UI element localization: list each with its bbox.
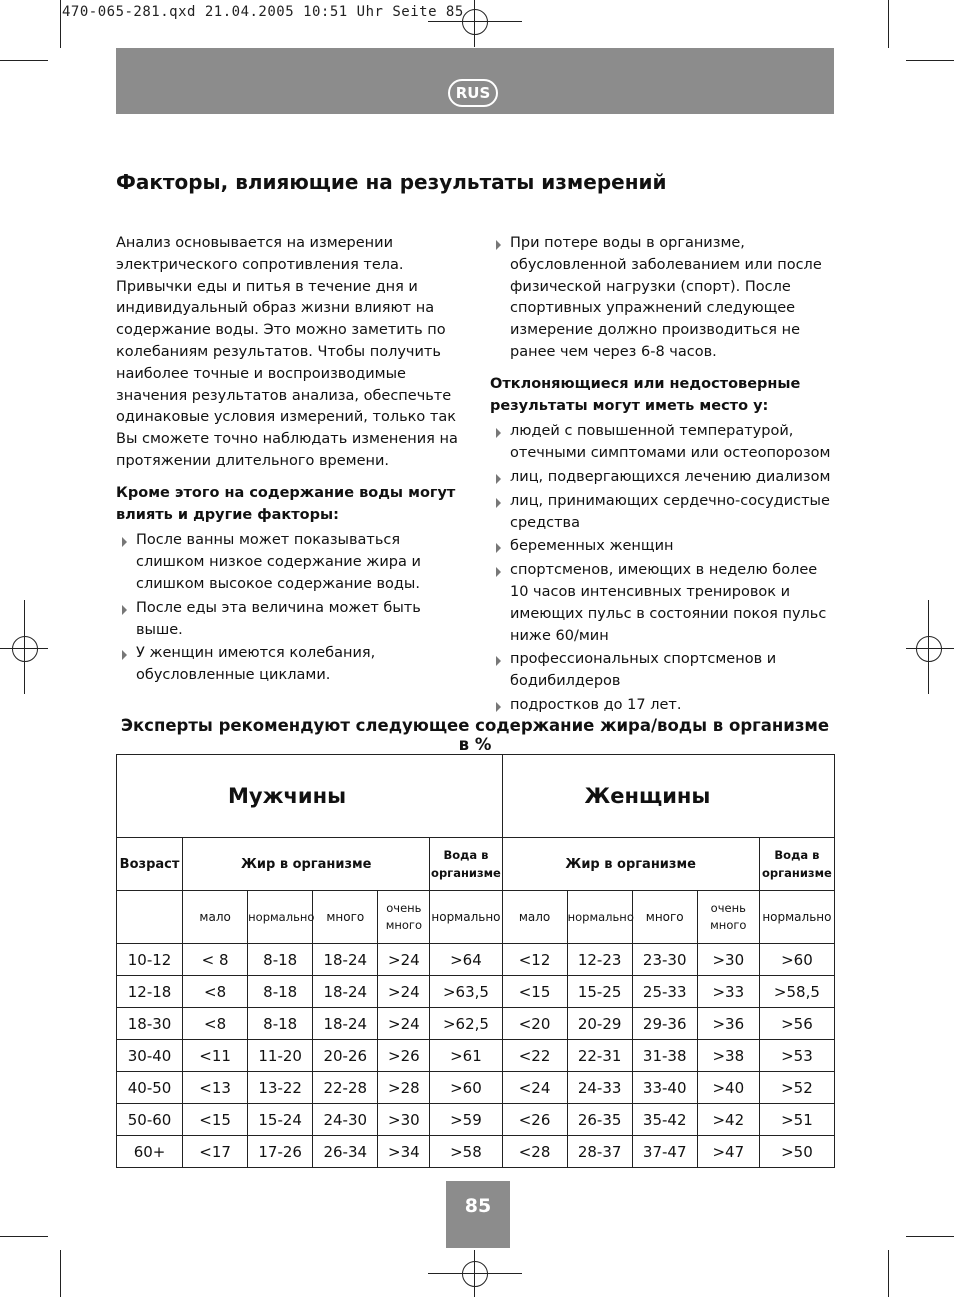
level-very-high: очень много	[697, 891, 759, 944]
gender-header-row	[117, 755, 835, 838]
value-cell: <22	[502, 1040, 567, 1072]
value-cell: >24	[378, 944, 430, 976]
value-cell: >53	[759, 1040, 834, 1072]
value-cell: >52	[759, 1072, 834, 1104]
list-item: профессиональных спортсменов и бодибилдеров	[490, 649, 840, 693]
age-cell: 30-40	[117, 1040, 183, 1072]
factors-heading: Кроме этого на содержание воды могут влиять и другие факторы:	[116, 484, 456, 523]
value-cell: 8-18	[248, 944, 313, 976]
value-cell: 13-22	[248, 1072, 313, 1104]
bullet-arrow-icon	[496, 543, 501, 553]
table-body	[117, 944, 835, 1168]
value-cell: 35-42	[632, 1104, 697, 1136]
age-cell: 12-18	[117, 976, 183, 1008]
value-cell: <20	[502, 1008, 567, 1040]
intro-paragraph: Анализ основывается на измерении электрического сопротивления тела. Привычки еды и питья в течение дня и индивидуальный образ жизни влияют на содержание воды. Это можно заметить по колебаниям результатов. Чтобы получить наиболее точные и воспроизводимые значения результатов анализа, обеспечьте одинаковые условия измерений, только так Вы сможете точно наблюдать изменения на протяжении длительного времени.	[116, 235, 458, 469]
value-cell: <13	[183, 1072, 248, 1104]
value-cell: 28-37	[567, 1136, 632, 1168]
age-cell: 10-12	[117, 944, 183, 976]
list-item: лиц, принимающих сердечно-сосудистые средства	[490, 491, 840, 535]
value-cell: < 8	[183, 944, 248, 976]
level-high: много	[313, 891, 378, 944]
value-cell: <17	[183, 1136, 248, 1168]
value-cell: 33-40	[632, 1072, 697, 1104]
value-cell: <28	[502, 1136, 567, 1168]
value-cell: >40	[697, 1072, 759, 1104]
list-item: спортсменов, имеющих в неделю более 10 часов интенсивных тренировок и имеющих пульс в состоянии покоя пульс ниже 60/мин	[490, 560, 840, 647]
bullet-arrow-icon	[496, 702, 501, 712]
value-cell: >24	[378, 976, 430, 1008]
table-row	[117, 1072, 835, 1104]
age-cell: 50-60	[117, 1104, 183, 1136]
language-badge: RUS	[448, 79, 498, 107]
print-slug: 470-065-281.qxd 21.04.2005 10:51 Uhr Seite 85	[62, 4, 464, 20]
empty-cell	[117, 891, 183, 944]
age-cell: 18-30	[117, 1008, 183, 1040]
value-cell: 29-36	[632, 1008, 697, 1040]
value-cell: 26-34	[313, 1136, 378, 1168]
value-cell: >61	[430, 1040, 502, 1072]
page-title: Факторы, влияющие на результаты измерений	[116, 170, 667, 194]
value-cell: >26	[378, 1040, 430, 1072]
value-cell: <24	[502, 1072, 567, 1104]
bullet-arrow-icon	[496, 656, 501, 666]
list-item: подростков до 17 лет.	[490, 695, 840, 717]
value-cell: 20-26	[313, 1040, 378, 1072]
value-cell: 37-47	[632, 1136, 697, 1168]
column-header-row	[117, 838, 835, 891]
deviation-heading: Отклоняющиеся или недостоверные результаты могут иметь место у:	[490, 375, 801, 414]
value-cell: >42	[697, 1104, 759, 1136]
list-item: У женщин имеются колебания, обусловленные циклами.	[116, 643, 466, 687]
value-cell: >60	[759, 944, 834, 976]
value-cell: 22-28	[313, 1072, 378, 1104]
value-cell: >63,5	[430, 976, 502, 1008]
list-item: людей с повышенной температурой, отечными симптомами или остеопорозом	[490, 421, 840, 465]
value-cell: >33	[697, 976, 759, 1008]
women-water-header: Вода в организме	[759, 838, 834, 891]
level-low: мало	[502, 891, 567, 944]
age-header: Возраст	[117, 838, 183, 891]
men-fat-header: Жир в организме	[183, 838, 430, 891]
water-level: нормально	[759, 891, 834, 944]
table-row	[117, 1104, 835, 1136]
value-cell: 23-30	[632, 944, 697, 976]
value-cell: <8	[183, 976, 248, 1008]
men-header: Мужчины	[117, 755, 503, 838]
level-normal: нормально	[567, 891, 632, 944]
bullet-arrow-icon	[496, 474, 501, 484]
value-cell: 20-29	[567, 1008, 632, 1040]
table-row	[117, 976, 835, 1008]
left-column	[116, 233, 466, 687]
bullet-arrow-icon	[122, 650, 127, 660]
value-cell: >24	[378, 1008, 430, 1040]
deviation-list	[490, 421, 840, 716]
value-cell: 18-24	[313, 976, 378, 1008]
value-cell: >58	[430, 1136, 502, 1168]
page-number: 85	[446, 1181, 510, 1248]
table-row	[117, 1136, 835, 1168]
value-cell: >38	[697, 1040, 759, 1072]
level-low: мало	[183, 891, 248, 944]
women-fat-header: Жир в организме	[502, 838, 759, 891]
value-cell: <11	[183, 1040, 248, 1072]
list-item: беременных женщин	[490, 536, 840, 558]
level-high: много	[632, 891, 697, 944]
fat-water-table	[116, 754, 835, 1168]
bullet-arrow-icon	[496, 240, 501, 250]
level-very-high: очень много	[378, 891, 430, 944]
value-cell: >60	[430, 1072, 502, 1104]
value-cell: >28	[378, 1072, 430, 1104]
value-cell: >51	[759, 1104, 834, 1136]
value-cell: >47	[697, 1136, 759, 1168]
women-header: Женщины	[502, 755, 834, 838]
value-cell: 26-35	[567, 1104, 632, 1136]
value-cell: 24-33	[567, 1072, 632, 1104]
value-cell: 18-24	[313, 1008, 378, 1040]
value-cell: 8-18	[248, 1008, 313, 1040]
value-cell: >59	[430, 1104, 502, 1136]
list-item: После ванны может показываться слишком низкое содержание жира и слишком высокое содержание воды.	[116, 530, 466, 595]
value-cell: <12	[502, 944, 567, 976]
age-cell: 40-50	[117, 1072, 183, 1104]
bullet-arrow-icon	[496, 567, 501, 577]
table-row	[117, 944, 835, 976]
table-caption: Эксперты рекомендуют следующее содержание жира/воды в организме в %	[120, 716, 830, 754]
value-cell: 8-18	[248, 976, 313, 1008]
bullet-arrow-icon	[122, 605, 127, 615]
bullet-arrow-icon	[496, 428, 501, 438]
table-row	[117, 1008, 835, 1040]
value-cell: 17-26	[248, 1136, 313, 1168]
value-cell: <8	[183, 1008, 248, 1040]
level-normal: нормально	[248, 891, 313, 944]
list-item: После еды эта величина может быть выше.	[116, 598, 466, 642]
table-row	[117, 1040, 835, 1072]
bullet-arrow-icon	[122, 537, 127, 547]
right-column	[490, 233, 840, 717]
value-cell: >64	[430, 944, 502, 976]
value-cell: 11-20	[248, 1040, 313, 1072]
list-item: При потере воды в организме, обусловленной заболеванием или после физической нагрузки (спорт). После спортивных упражнений следующее измерение должно производиться не ранее чем через 6-8 часов.	[490, 233, 840, 364]
value-cell: >50	[759, 1136, 834, 1168]
factors-list	[116, 530, 466, 687]
value-cell: 24-30	[313, 1104, 378, 1136]
value-cell: <15	[183, 1104, 248, 1136]
value-cell: 15-25	[567, 976, 632, 1008]
men-water-header: Вода в организме	[430, 838, 502, 891]
value-cell: 12-23	[567, 944, 632, 976]
value-cell: <26	[502, 1104, 567, 1136]
value-cell: <15	[502, 976, 567, 1008]
water-level: нормально	[430, 891, 502, 944]
value-cell: 31-38	[632, 1040, 697, 1072]
age-cell: 60+	[117, 1136, 183, 1168]
value-cell: 22-31	[567, 1040, 632, 1072]
value-cell: >30	[378, 1104, 430, 1136]
level-header-row	[117, 891, 835, 944]
value-cell: >56	[759, 1008, 834, 1040]
value-cell: >36	[697, 1008, 759, 1040]
water-loss-list	[490, 233, 840, 364]
value-cell: 15-24	[248, 1104, 313, 1136]
list-item: лиц, подвергающихся лечению диализом	[490, 467, 840, 489]
value-cell: >62,5	[430, 1008, 502, 1040]
value-cell: >34	[378, 1136, 430, 1168]
value-cell: 18-24	[313, 944, 378, 976]
bullet-arrow-icon	[496, 498, 501, 508]
value-cell: >58,5	[759, 976, 834, 1008]
value-cell: >30	[697, 944, 759, 976]
value-cell: 25-33	[632, 976, 697, 1008]
